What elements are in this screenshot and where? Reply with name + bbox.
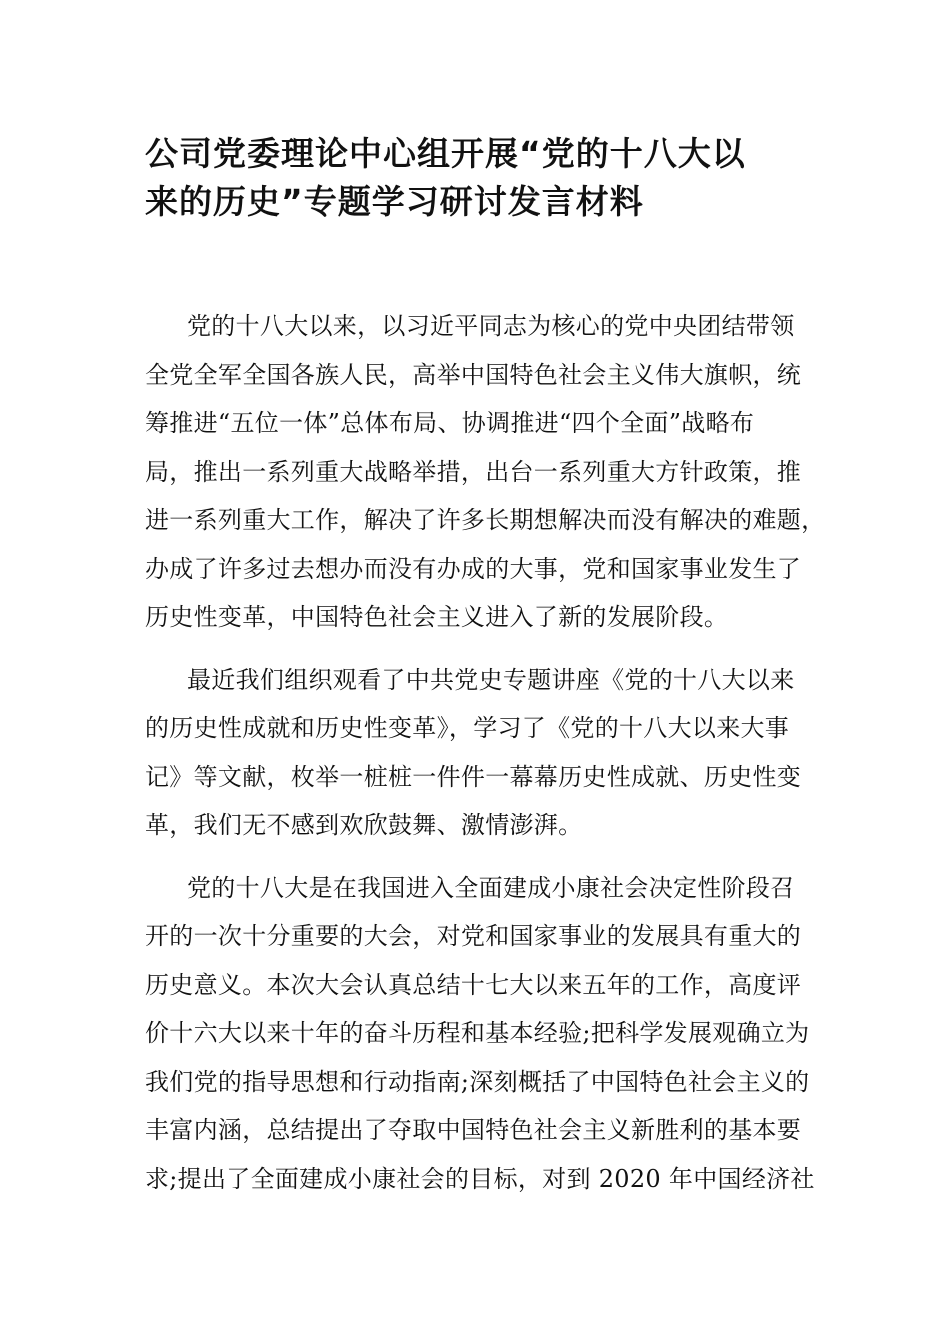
document-body [145, 302, 826, 1217]
text-line: 筹推进“五位一体”总体布局、协调推进“四个全面”战略布 [145, 409, 755, 437]
text-line: 历史性变革，中国特色社会主义进入了新的发展阶段。 [145, 603, 729, 631]
text-line: 价十六大以来十年的奋斗历程和基本经验;把科学发展观确立为 [145, 1019, 810, 1047]
text-line: 丰富内涵，总结提出了夺取中国特色社会主义新胜利的基本要 [145, 1116, 802, 1144]
document-title [145, 130, 825, 226]
paragraph-1 [145, 302, 826, 642]
title-line: 来的历史”专题学习研讨发言材料 [145, 182, 644, 221]
text-line: 求;提出了全面建成小康社会的目标，对到 2020 年中国经济社 [145, 1164, 815, 1193]
text-line: 的历史性成就和历史性变革》，学习了《党的十八大以来大事 [145, 714, 790, 742]
text-line: 党的十八大以来，以习近平同志为核心的党中央团结带领 [187, 312, 795, 340]
text-line: 革，我们无不感到欢欣鼓舞、激情澎湃。 [145, 811, 583, 839]
text-line: 开的一次十分重要的大会，对党和国家事业的发展具有重大的 [145, 922, 802, 950]
text-line: 我们党的指导思想和行动指南;深刻概括了中国特色社会主义的 [145, 1067, 810, 1096]
paragraph-2 [145, 656, 820, 850]
text-line: 党的十八大是在我国进入全面建成小康社会决定性阶段召 [187, 873, 795, 902]
text-line: 局，推出一系列重大战略举措，出台一系列重大方针政策，推 [145, 457, 802, 486]
title-line: 公司党委理论中心组开展“党的十八大以 [145, 134, 746, 173]
text-line: 记》等文献，枚举一桩桩一件件一幕幕历史性成就、历史性变 [145, 762, 802, 791]
text-line: 最近我们组织观看了中共党史专题讲座《党的十八大以来 [187, 665, 795, 694]
text-line: 办成了许多过去想办而没有办成的大事，党和国家事业发生了 [145, 554, 802, 583]
text-line: 全党全军全国各族人民，高举中国特色社会主义伟大旗帜，统 [145, 360, 802, 389]
text-line: 进一系列重大工作，解决了许多长期想解决而没有解决的难题， [145, 506, 826, 534]
paragraph-3 [145, 864, 820, 1204]
text-line: 历史意义。本次大会认真总结十七大以来五年的工作，高度评 [145, 970, 802, 999]
